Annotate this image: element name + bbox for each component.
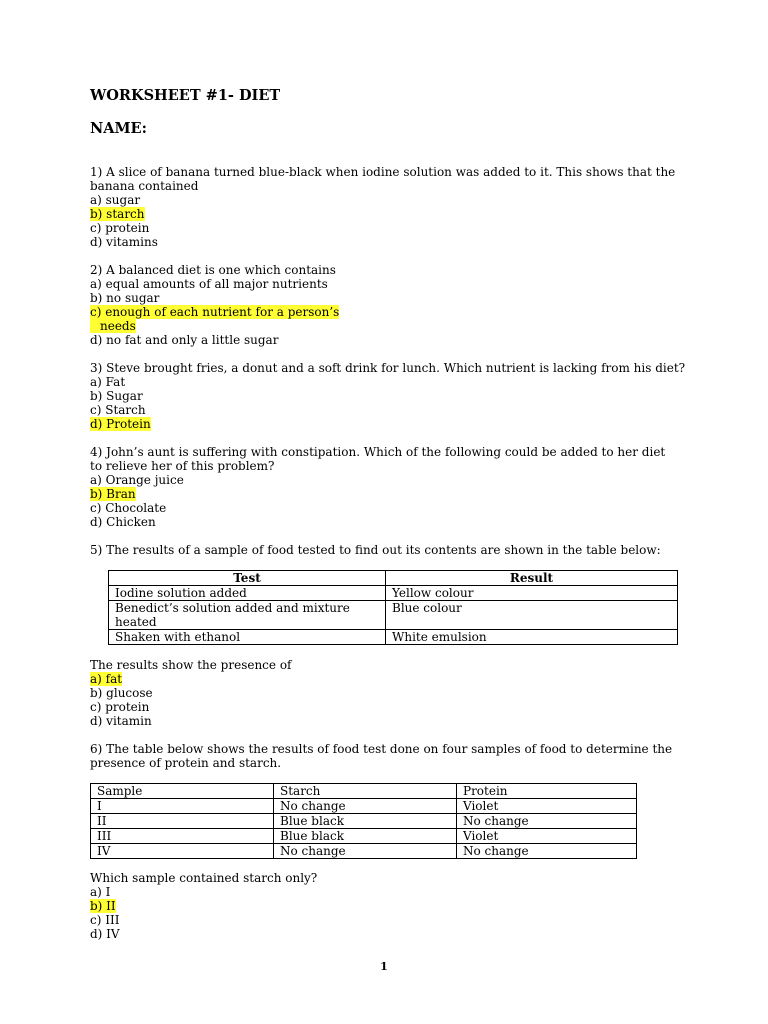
question-1 [90,165,690,249]
table-header-cell: Sample [91,784,274,799]
question-3 [90,361,690,431]
highlighted-answer-text: a) fat [90,672,123,686]
highlighted-answer-text: c) enough of each nutrient for a person’s [90,305,340,319]
name-label: NAME: [90,120,147,137]
answer-option-text: a) I [90,885,111,899]
answer-option-text: a) equal amounts of all major nutrients [90,277,328,291]
answer-option [90,700,690,714]
question-stem-line: The results show the presence of [90,658,292,672]
answer-option-text: b) no sugar [90,291,160,305]
answer-option [90,417,690,431]
question-stem-line: banana contained [90,179,199,193]
highlighted-answer-text: b) II [90,899,116,913]
answer-option-text: a) sugar [90,193,141,207]
page-number: 1 [380,960,388,973]
answer-option [90,487,690,501]
question-5-answers [90,658,690,728]
answer-option-text: d) IV [90,927,120,941]
answer-option [90,403,690,417]
question-stem-line: 2) A balanced diet is one which contains [90,263,336,277]
table-cell: Violet [457,799,637,814]
answer-option-text: a) Fat [90,375,126,389]
question-2 [90,263,690,347]
table-header-row [91,784,637,799]
question-stem-line: to relieve her of this problem? [90,459,275,473]
question-stem-line: 5) The results of a sample of food tested to find out its contents are shown in the table below: [90,543,661,557]
table-header-cell: Result [386,571,678,586]
table-cell: Blue black [274,814,457,829]
answer-option [90,193,690,207]
table-cell: Yellow colour [386,586,678,601]
table-cell: Shaken with ethanol [109,630,386,645]
answer-option-text: b) glucose [90,686,153,700]
table-header-row [109,571,678,586]
table-header-cell: Starch [274,784,457,799]
table-cell: No change [457,814,637,829]
highlighted-answer-text: needs [90,319,136,333]
table-cell: I [91,799,274,814]
table-header-cell: Test [109,571,386,586]
table-header-cell: Protein [457,784,637,799]
answer-option [90,899,690,913]
answer-option [90,319,690,333]
table-row [109,601,678,630]
table-row [91,814,637,829]
answer-option-text: a) Orange juice [90,473,184,487]
worksheet-title: WORKSHEET #1- DIET [90,87,281,104]
answer-option-text: d) Chicken [90,515,156,529]
table-cell: No change [274,844,457,859]
answer-option-text: d) no fat and only a little sugar [90,333,279,347]
question-stem-line: presence of protein and starch. [90,756,282,770]
answer-option [90,501,690,515]
table-cell: Blue black [274,829,457,844]
answer-option [90,686,690,700]
highlighted-answer-text: d) Protein [90,417,151,431]
food-test-results-table [108,570,678,645]
question-4 [90,445,690,529]
table-cell: No change [457,844,637,859]
question-stem-line: 6) The table below shows the results of food test done on four samples of food to determine the [90,742,673,756]
question-6 [90,742,690,770]
highlighted-answer-text: b) starch [90,207,145,221]
table-cell: Violet [457,829,637,844]
answer-option [90,375,690,389]
answer-option-text: d) vitamins [90,235,158,249]
sample-results-table [90,783,637,859]
table-cell: III [91,829,274,844]
highlighted-answer-text: b) Bran [90,487,136,501]
answer-option [90,333,690,347]
table-row [91,829,637,844]
table-cell: Benedict’s solution added and mixture heated [109,601,386,630]
question-stem-line: 4) John’s aunt is suffering with constipation. Which of the following could be added to her diet [90,445,666,459]
answer-option [90,885,690,899]
question-stem-line: 1) A slice of banana turned blue-black when iodine solution was added to it. This shows that the [90,165,676,179]
answer-option-text: c) protein [90,221,150,235]
answer-option [90,235,690,249]
answer-option [90,221,690,235]
answer-option [90,291,690,305]
answer-option [90,207,690,221]
answer-option [90,927,690,941]
table-row [91,844,637,859]
table-cell: White emulsion [386,630,678,645]
answer-option [90,714,690,728]
answer-option-text: c) III [90,913,120,927]
table-row [109,586,678,601]
answer-option-text: c) Chocolate [90,501,167,515]
table-cell: IV [91,844,274,859]
table-row [91,799,637,814]
question-stem-line: 3) Steve brought fries, a donut and a soft drink for lunch. Which nutrient is lacking from his diet? [90,361,686,375]
answer-option [90,672,690,686]
answer-option [90,473,690,487]
answer-option-text: c) Starch [90,403,146,417]
table-cell: Iodine solution added [109,586,386,601]
table-row [109,630,678,645]
answer-option-text: b) Sugar [90,389,143,403]
answer-option-text: c) protein [90,700,150,714]
question-6-answers [90,871,690,941]
answer-option [90,389,690,403]
answer-option [90,913,690,927]
table-cell: Blue colour [386,601,678,630]
answer-option [90,515,690,529]
question-5 [90,543,690,557]
table-cell: No change [274,799,457,814]
question-stem-line: Which sample contained starch only? [90,871,318,885]
answer-option-text: d) vitamin [90,714,152,728]
table-cell: II [91,814,274,829]
answer-option [90,277,690,291]
answer-option [90,305,690,319]
